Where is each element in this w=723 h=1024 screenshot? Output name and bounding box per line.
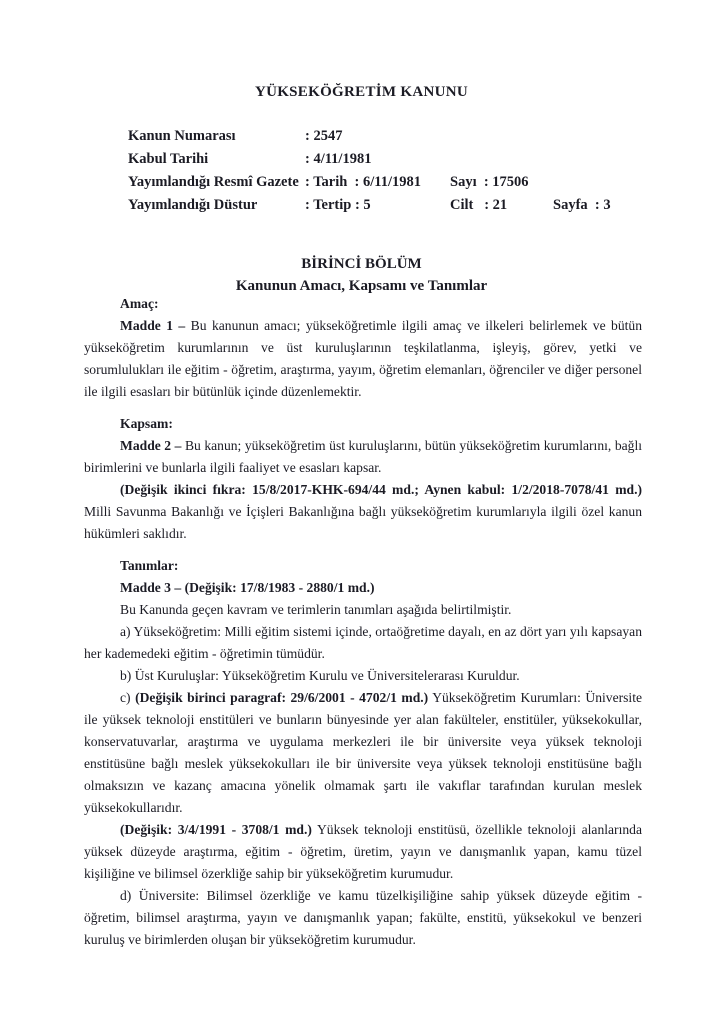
meta-value: : 4/11/1981 xyxy=(305,151,372,167)
bold-text-segment: Madde 2 – xyxy=(120,438,182,453)
document-body xyxy=(84,293,642,951)
text-segment: Bu kanunun amacı; yükseköğretimle ilgili amaç ve ilkeleri belirlemek ve bütün yükseköğretim kurumlarının ve üst kuruluşlarının teşkilatlanma, işleyiş, görev, yetki ve sorumlulukları ile eğitim - öğretim, araştırma, yayım, öğretim elemanları, öğrenciler ve diğer personel ile ilgili esasları bir bütünlük içinde düzenlemektir. xyxy=(84,318,643,399)
definition-c-amendment-paragraph xyxy=(84,819,642,885)
text-segment: Yüksek teknoloji enstitüsü, özellikle teknoloji alanlarında yüksek düzeyde araştırma, eğitim - öğretim, üretim, yayın ve danışmanlık yapan, kamu tüzel kişiliğine ve bilimsel özerkliğe sahip bir yükseköğretim kurumudur. xyxy=(84,822,642,881)
meta-value: Cilt : 21 xyxy=(450,197,508,213)
definition-a-paragraph xyxy=(84,621,642,665)
madde-3-heading xyxy=(84,577,642,599)
meta-value: Sayı : 17506 xyxy=(450,174,529,190)
madde-3-intro xyxy=(84,599,642,621)
section-heading-tanimlar xyxy=(84,555,642,577)
chapter-heading xyxy=(0,253,723,297)
meta-row xyxy=(128,194,723,217)
madde-1-paragraph xyxy=(84,315,642,403)
text-segment: d) Üniversite: Bilimsel özerkliğe ve kamu tüzelkişiliğine sahip yüksek düzeyde eğitim - öğretim, bilimsel araştırma, yayın ve danışmanlık yapan; fakülte, enstitü, yüksekokul ve benzeri kuruluş ve birimlerden oluşan bir yükseköğretim kurumudur. xyxy=(84,888,642,947)
bold-text-segment: Tanımlar: xyxy=(120,558,179,573)
definition-d-paragraph xyxy=(84,885,642,951)
law-metadata-block xyxy=(128,125,723,217)
meta-value: : Tertip : 5 xyxy=(305,197,371,213)
meta-value: : Tarih : 6/11/1981 xyxy=(305,174,422,190)
bold-text-segment: Madde 1 – xyxy=(120,318,186,333)
bold-text-segment: (Değişik ikinci fıkra: 15/8/2017-KHK-694/44 md.; Aynen kabul: 1/2/2018-7078/41 md.) xyxy=(120,482,642,497)
text-segment: Bu kanun; yükseköğretim üst kuruluşlarını, bütün yükseköğretim kurumlarını, bağlı birimlerini ve bunlarla ilgili faaliyet ve esasları kapsar. xyxy=(84,438,642,475)
section-heading-kapsam xyxy=(84,413,642,435)
definition-b-paragraph xyxy=(84,665,642,687)
bold-text-segment: Kapsam: xyxy=(120,416,173,431)
meta-row xyxy=(128,148,723,171)
text-segment: c) xyxy=(120,690,136,705)
bold-text-segment: (Değişik: 3/4/1991 - 3708/1 md.) xyxy=(120,822,312,837)
definition-c-paragraph xyxy=(84,687,642,819)
text-segment: b) Üst Kuruluşlar: Yükseköğretim Kurulu ve Üniversitelerarası Kuruldur. xyxy=(120,668,520,683)
madde-2-paragraph xyxy=(84,435,642,479)
chapter-title: BİRİNCİ BÖLÜM xyxy=(301,256,422,272)
bold-text-segment: Madde 3 – (Değişik: 17/8/1983 - 2880/1 md.) xyxy=(120,580,375,595)
text-segment: Yükseköğretim Kurumları: Üniversite ile yüksek teknoloji enstitüleri ve bunların bünyesinde yer alan fakülteler, enstitüler, yüksekokullar, konservatuvarlar, araştırma ve uygulama merkezleri ile bir üniversite veya yüksek teknoloji enstitüsüne bağlı meslek yüksekokulları ile bir üniversite veya yüksek teknoloji enstitüsüne bağlı olmaksızın ve kazanç amacına yönelik olmamak şartı ile vakıflar tarafından kurulan meslek yüksekokullarıdır. xyxy=(84,690,643,815)
meta-value: Sayfa : 3 xyxy=(553,197,611,213)
madde-2-amendment-paragraph xyxy=(84,479,642,545)
meta-row xyxy=(128,125,723,148)
meta-label: Kabul Tarihi xyxy=(128,151,209,167)
chapter-subtitle: Kanunun Amacı, Kapsamı ve Tanımlar xyxy=(235,278,488,294)
text-segment: a) Yükseköğretim: Milli eğitim sistemi içinde, ortaöğretime dayalı, en az dört yarı yılı kapsayan her kademedeki eğitim - öğretimin tümüdür. xyxy=(84,624,642,661)
bold-text-segment: (Değişik birinci paragraf: 29/6/2001 - 4702/1 md.) xyxy=(135,690,429,705)
meta-label: Yayımlandığı Resmî Gazete xyxy=(128,174,299,190)
document-title: YÜKSEKÖĞRETİM KANUNU xyxy=(254,84,469,100)
text-segment: Bu Kanunda geçen kavram ve terimlerin tanımları aşağıda belirtilmiştir. xyxy=(120,602,512,617)
meta-row xyxy=(128,171,723,194)
meta-label: Kanun Numarası xyxy=(128,128,236,144)
bold-text-segment: Amaç: xyxy=(120,296,159,311)
meta-value: : 2547 xyxy=(305,128,343,144)
text-segment: Milli Savunma Bakanlığı ve İçişleri Bakanlığına bağlı yükseköğretim kurumlarıyla ilgili özel kanun hükümleri saklıdır. xyxy=(84,504,642,541)
meta-label: Yayımlandığı Düstur xyxy=(128,197,258,213)
